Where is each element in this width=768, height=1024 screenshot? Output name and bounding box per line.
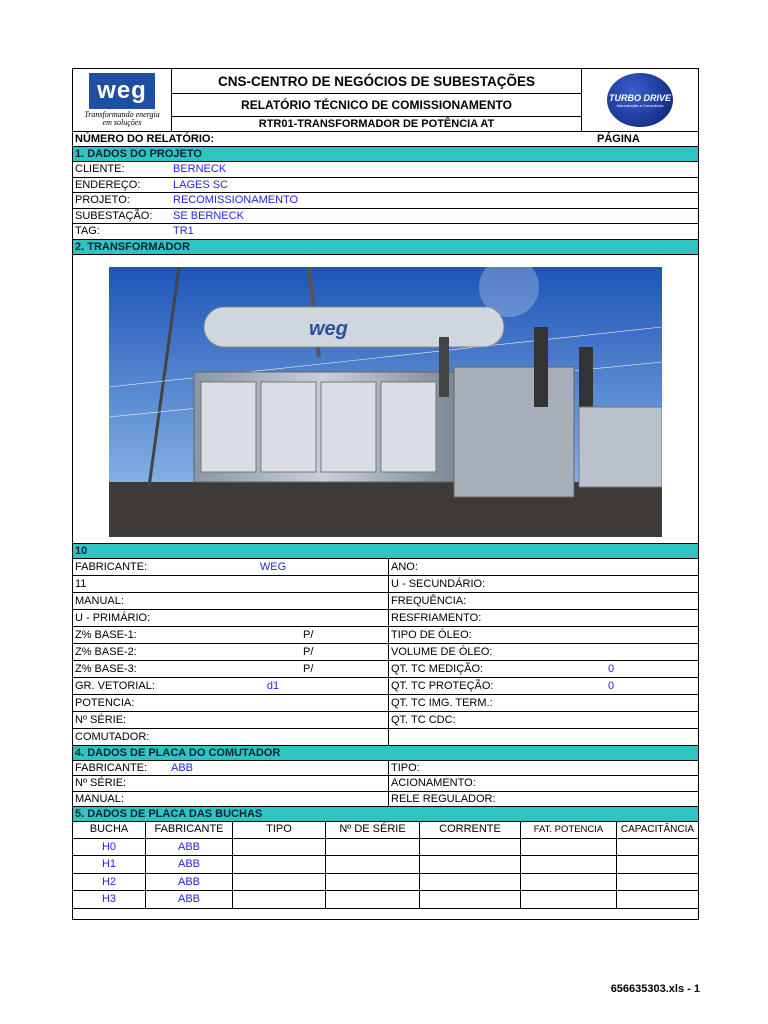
- weg-logo: [73, 69, 172, 131]
- plate-right-label: U - SECUNDÁRIO:: [391, 577, 486, 590]
- section-project-title: 1. DADOS DO PROJETO: [73, 147, 698, 162]
- plate-left-value2: [303, 678, 343, 694]
- tap-changer-row: [73, 776, 698, 792]
- plate-left-label: POTENCIA:: [75, 696, 135, 709]
- project-row-value: SE BERNECK: [173, 209, 244, 222]
- page-label: PÁGINA: [597, 133, 640, 145]
- project-data-rows: [73, 162, 698, 240]
- plate-left-value: [243, 593, 303, 609]
- section-transformer-title: 2. TRANSFORMADOR: [73, 240, 698, 255]
- report-sheet: [72, 68, 699, 920]
- plate-right-label: QT. TC MEDIÇÃO:: [391, 662, 484, 675]
- plate-right-cell: [389, 593, 698, 609]
- plate-right-label: VOLUME DE ÓLEO:: [391, 645, 493, 658]
- tap-changer-left-cell: [73, 776, 389, 791]
- plate-right-value: [571, 627, 651, 643]
- bushing-row: [73, 874, 698, 892]
- col-capacitancia: CAPACITÂNCIA: [620, 824, 695, 835]
- col-serie: Nº DE SÉRIE: [326, 822, 420, 838]
- plate-right-label: FREQUÊNCIA:: [391, 594, 467, 607]
- plate-right-cell: [389, 695, 698, 711]
- plate-right-value: [571, 610, 651, 626]
- plate-left-label: MANUAL:: [75, 594, 124, 607]
- plate-right-value: [571, 559, 651, 575]
- report-number-row: [73, 132, 698, 147]
- bushing-cell: [521, 856, 617, 873]
- report-header: [73, 69, 698, 132]
- turbo-drive-text: TURBO DRIVE: [608, 92, 671, 103]
- plate-right-label: QT. TC PROTEÇÃO:: [391, 679, 494, 692]
- header-titles: [172, 69, 581, 131]
- plate-row: [73, 695, 698, 712]
- plate-right-cell: [389, 644, 698, 660]
- plate-right-cell: [389, 661, 698, 677]
- transformer-photo: [109, 267, 662, 537]
- plate-left-label: FABRICANTE:: [75, 560, 148, 573]
- plate-right-label: [391, 729, 571, 745]
- plate-left-value: d1: [266, 679, 280, 692]
- plate-left-cell: [73, 610, 389, 626]
- bushing-cell: [521, 874, 617, 891]
- plate-right-label: ANO:: [391, 560, 418, 573]
- plate-row: [73, 644, 698, 661]
- tap-changer-row: [73, 761, 698, 777]
- plate-left-value: [243, 610, 303, 626]
- weg-slogan-2: em soluções: [102, 118, 142, 127]
- tap-changer-left-label: MANUAL:: [75, 792, 124, 805]
- project-row-value: TR1: [173, 225, 194, 237]
- bushing-cell: [233, 891, 326, 908]
- bushing-cell: [233, 856, 326, 873]
- bushing-cell: ABB: [146, 874, 233, 891]
- bushing-cell: [326, 856, 420, 873]
- weg-slogan-1: Transformando energia: [84, 110, 160, 119]
- bushing-cell: H0: [73, 839, 146, 856]
- section-bushings-title: 5. DADOS DE PLACA DAS BUCHAS: [73, 807, 698, 822]
- plate-row: [73, 678, 698, 695]
- bushing-cell: [233, 874, 326, 891]
- plate-right-cell: [389, 576, 698, 592]
- project-row-value: BERNECK: [173, 163, 227, 175]
- report-subtitle: RELATÓRIO TÉCNICO DE COMISSIONAMENTO: [172, 94, 581, 117]
- bushing-cell: H1: [73, 856, 146, 873]
- plate-left-value2: [303, 610, 343, 626]
- plate-left-cell: [73, 661, 389, 677]
- bushing-cell: [521, 891, 617, 908]
- plate-left-value: [243, 729, 303, 745]
- plate-left-label: U - PRIMÁRIO:: [75, 611, 151, 624]
- plate-row: [73, 593, 698, 610]
- bushing-cell: H3: [73, 891, 146, 908]
- project-row-label: PROJETO:: [75, 194, 130, 206]
- col-fabricante: FABRICANTE: [146, 822, 233, 838]
- plate-left-value2: P/: [303, 645, 314, 658]
- project-row: [73, 162, 698, 178]
- tap-changer-rows: [73, 761, 698, 808]
- plate-right-label: QT. TC IMG. TERM.:: [391, 696, 493, 709]
- bushing-cell: H2: [73, 874, 146, 891]
- transformer-photo-area: [73, 255, 698, 544]
- plate-left-label: Z% BASE-2:: [75, 645, 137, 658]
- bushing-cell: [617, 874, 698, 891]
- section-plate-title: 10: [73, 544, 698, 559]
- plate-left-cell: [73, 644, 389, 660]
- bushing-cell: [420, 874, 521, 891]
- report-number-label: NÚMERO DO RELATÓRIO:: [75, 133, 215, 145]
- plate-right-value: 0: [607, 662, 615, 675]
- plate-row: [73, 627, 698, 644]
- bushing-cell: [233, 839, 326, 856]
- plate-right-label: TIPO DE ÓLEO:: [391, 628, 472, 641]
- project-row-label: SUBESTAÇÃO:: [75, 209, 153, 222]
- plate-right-cell: [389, 712, 698, 728]
- project-row-label: ENDEREÇO:: [75, 178, 141, 191]
- col-fat-potencia: FAT. POTENCIA: [521, 822, 617, 838]
- bushing-cell: [521, 839, 617, 856]
- plate-left-value2: P/: [303, 662, 314, 675]
- plate-left-cell: [73, 576, 389, 592]
- footer-filename: 656635303.xls - 1: [610, 983, 700, 995]
- project-row-label: TAG:: [75, 225, 100, 237]
- plate-left-value2: [303, 576, 343, 592]
- bushing-cell: [420, 891, 521, 908]
- plate-right-cell: [389, 729, 698, 745]
- bushing-cell: [326, 839, 420, 856]
- plate-right-cell: [389, 610, 698, 626]
- plate-right-label: QT. TC CDC:: [391, 713, 456, 726]
- photo-brand-text: weg: [309, 317, 348, 340]
- tap-changer-left-cell: [73, 761, 389, 776]
- bushing-cell: ABB: [146, 839, 233, 856]
- project-row: [73, 224, 698, 240]
- project-row-label: CLIENTE:: [75, 163, 125, 175]
- plate-row: [73, 576, 698, 593]
- project-row: [73, 178, 698, 194]
- plate-left-label: COMUTADOR:: [75, 730, 150, 743]
- bushing-cell: [420, 856, 521, 873]
- plate-left-cell: [73, 729, 389, 745]
- plate-left-value: WEG: [259, 560, 287, 573]
- plate-row: [73, 559, 698, 576]
- plate-left-label: Nº SÉRIE:: [75, 713, 127, 726]
- plate-left-cell: [73, 593, 389, 609]
- section-tap-changer-title: 4. DADOS DE PLACA DO COMUTADOR: [73, 746, 698, 761]
- bushing-row: [73, 839, 698, 857]
- plate-left-value2: P/: [303, 628, 314, 641]
- plate-right-value: [571, 593, 651, 609]
- tap-changer-right-label: RELE REGULADOR:: [391, 792, 496, 805]
- plate-left-value: [243, 644, 303, 660]
- bushing-cell: ABB: [146, 891, 233, 908]
- bushing-cell: ABB: [146, 856, 233, 873]
- plate-left-value2: [303, 729, 343, 745]
- tap-changer-left-cell: [73, 792, 389, 807]
- plate-row: [73, 661, 698, 678]
- weg-logo-text: weg: [89, 73, 155, 109]
- plate-right-value: [571, 644, 651, 660]
- plate-left-cell: [73, 627, 389, 643]
- bushings-header: [73, 822, 698, 839]
- turbo-drive-badge: [607, 73, 673, 127]
- tap-changer-left-value: ABB: [171, 761, 194, 774]
- plate-left-value2: [303, 695, 343, 711]
- plate-left-value2: [303, 559, 343, 575]
- plate-row: [73, 712, 698, 729]
- bushing-cell: [326, 874, 420, 891]
- transformer-plate-rows: [73, 559, 698, 746]
- col-tipo: TIPO: [233, 822, 326, 838]
- plate-left-value2: [303, 593, 343, 609]
- turbo-drive-logo: [581, 69, 698, 131]
- plate-row: [73, 729, 698, 746]
- plate-right-value: [571, 695, 651, 711]
- plate-left-cell: [73, 559, 389, 575]
- sheet-bottom-padding: [73, 909, 698, 919]
- tap-changer-left-label: Nº SÉRIE:: [75, 777, 127, 789]
- plate-left-value: [243, 661, 303, 677]
- plate-right-cell: [389, 678, 698, 694]
- bushing-cell: [420, 839, 521, 856]
- tap-changer-left-label: FABRICANTE:: [75, 761, 148, 774]
- plate-left-cell: [73, 678, 389, 694]
- col-bucha: BUCHA: [73, 822, 146, 838]
- bushing-row: [73, 891, 698, 909]
- col-corrente: CORRENTE: [420, 822, 521, 838]
- bushing-cell: [617, 856, 698, 873]
- bushing-row: [73, 856, 698, 874]
- plate-left-value: [243, 695, 303, 711]
- bushing-cell: [617, 891, 698, 908]
- plate-left-cell: [73, 695, 389, 711]
- plate-right-value: [571, 712, 651, 728]
- plate-left-label: 11: [75, 577, 87, 590]
- plate-right-value: [571, 576, 651, 592]
- turbo-drive-sub: Manutenção e Consultoria: [616, 102, 664, 108]
- plate-right-cell: [389, 559, 698, 575]
- plate-left-label: Z% BASE-1:: [75, 628, 137, 641]
- project-row-value: LAGES SC: [173, 178, 229, 191]
- bushings-rows: [73, 839, 698, 909]
- plate-left-cell: [73, 712, 389, 728]
- report-doc-code: RTR01-TRANSFORMADOR DE POTÊNCIA AT: [258, 118, 495, 130]
- tap-changer-right-label: TIPO:: [391, 761, 420, 774]
- plate-right-cell: [389, 627, 698, 643]
- plate-left-value: [243, 576, 303, 592]
- bushing-cell: [326, 891, 420, 908]
- plate-left-value: [243, 712, 303, 728]
- plate-right-label: RESFRIAMENTO:: [391, 611, 482, 624]
- tap-changer-row: [73, 792, 698, 808]
- plate-left-label: GR. VETORIAL:: [75, 679, 155, 692]
- report-title: CNS-CENTRO DE NEGÓCIOS DE SUBESTAÇÕES: [172, 69, 581, 94]
- plate-left-label: Z% BASE-3:: [75, 662, 137, 675]
- plate-right-value: [571, 729, 651, 745]
- plate-left-value: [243, 627, 303, 643]
- project-row-value: RECOMISSIONAMENTO: [173, 194, 299, 206]
- plate-row: [73, 610, 698, 627]
- project-row: [73, 209, 698, 225]
- plate-right-value: 0: [607, 679, 615, 692]
- project-row: [73, 193, 698, 209]
- tap-changer-right-label: ACIONAMENTO:: [391, 777, 476, 789]
- bushing-cell: [617, 839, 698, 856]
- plate-left-value2: [303, 712, 343, 728]
